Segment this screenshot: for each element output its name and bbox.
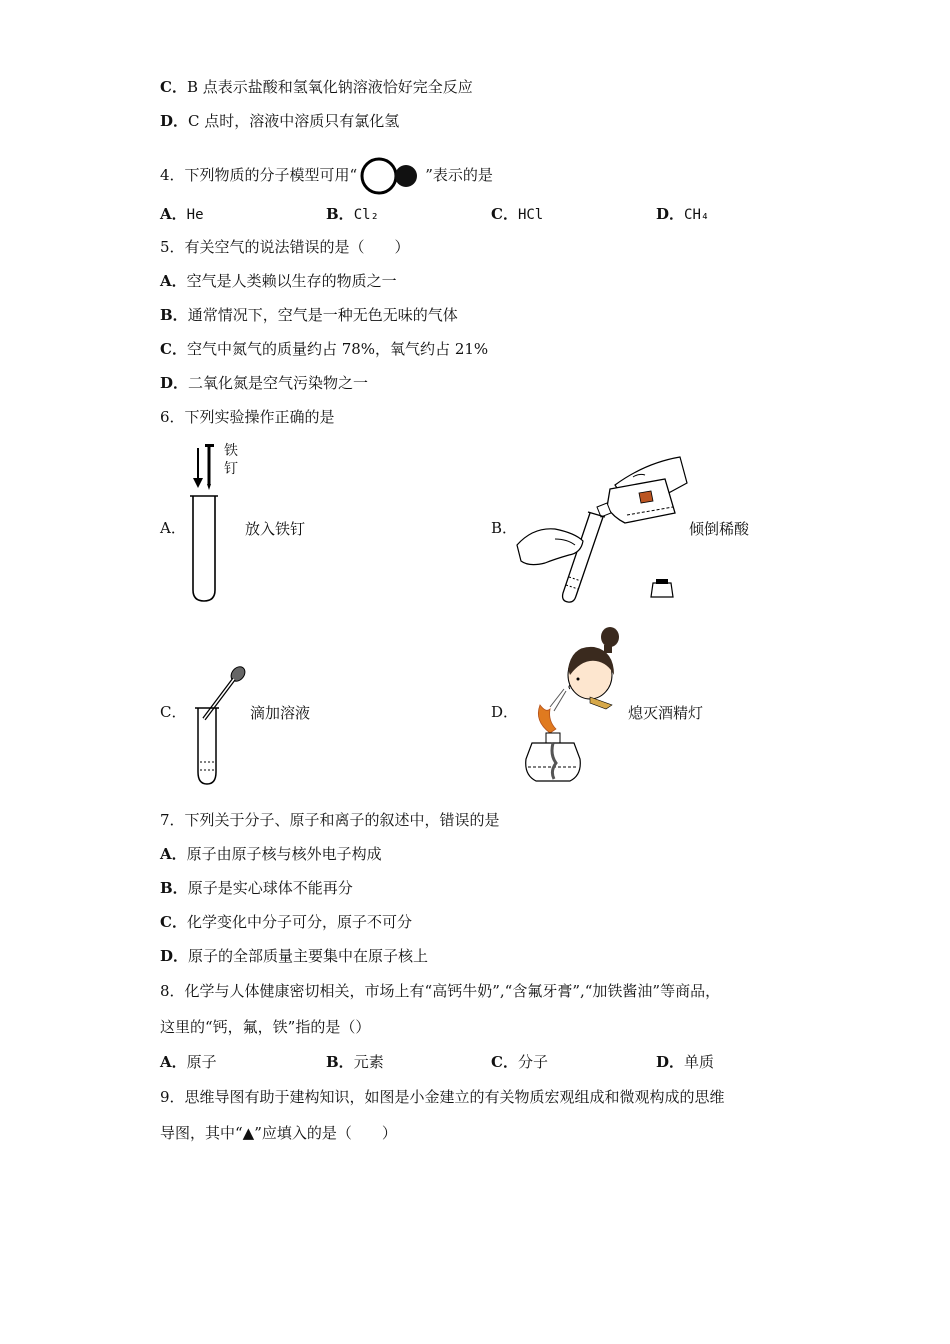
question-text: 4．下列物质的分子模型可用“ <box>160 166 358 184</box>
question-text: ”表示的是 <box>425 166 493 184</box>
q7-option-c <box>160 912 412 932</box>
option-text: B 点表示盐酸和氢氧化钠溶液恰好完全反应 <box>186 78 473 96</box>
q6-stem: 6．下列实验操作正确的是 <box>160 408 335 426</box>
q5-option-b <box>160 305 458 325</box>
option-text: 元素 <box>353 1053 384 1071</box>
option-label: D． <box>656 205 685 223</box>
q7-option-a <box>160 844 382 864</box>
nail-label: 铁钉 <box>224 443 238 477</box>
q6-option-b-label: B． <box>491 519 518 537</box>
option-text: 二氧化氮是空气污染物之一 <box>188 374 369 392</box>
option-text: HCl <box>517 207 544 223</box>
q4-option-c <box>491 204 543 225</box>
q7-option-b <box>160 878 353 898</box>
option-text: 原子 <box>186 1053 217 1071</box>
option-label: A． <box>160 205 187 223</box>
q8-option-b <box>326 1052 384 1072</box>
alcohol-lamp-figure <box>520 625 630 793</box>
option-label: D． <box>160 374 189 392</box>
option-label: C． <box>160 913 187 931</box>
q4-option-a <box>160 204 204 225</box>
q8-stem-line2: 这里的“钙，氟，铁”指的是（） <box>160 1018 371 1036</box>
q8-option-c <box>491 1052 548 1072</box>
option-label: B． <box>160 879 188 897</box>
q6-option-d-label: D． <box>491 703 519 721</box>
q5-option-c <box>160 339 488 359</box>
dropper-test-tube-figure <box>192 664 252 789</box>
q5-option-a <box>160 271 397 291</box>
option-text: 原子的全部质量主要集中在原子核上 <box>188 947 429 965</box>
option-text: CH₄ <box>684 207 710 223</box>
option-text: 单质 <box>684 1053 715 1071</box>
option-label: B． <box>160 306 188 324</box>
option-label: A． <box>160 1053 187 1071</box>
option-text: 化学变化中分子可分，原子不可分 <box>186 913 412 931</box>
option-text: 原子是实心球体不能再分 <box>187 879 353 897</box>
option-label: B． <box>326 1053 354 1071</box>
option-text: 空气是人类赖以生存的物质之一 <box>186 272 397 290</box>
q5-stem: 5．有关空气的说法错误的是（ ） <box>160 238 410 256</box>
option-text: 空气中氮气的质量约占 78%，氧气约占 21% <box>186 340 489 358</box>
option-label: C． <box>491 1053 518 1071</box>
q4-stem <box>160 156 493 196</box>
option-text: 原子由原子核与核外电子构成 <box>186 845 382 863</box>
q7-stem: 7．下列关于分子、原子和离子的叙述中，错误的是 <box>160 811 500 829</box>
q6-option-c-label: C． <box>160 703 187 721</box>
q4-option-b <box>326 204 379 225</box>
q8-stem-line1: 8．化学与人体健康密切相关，市场上有“高钙牛奶”,“含氟牙膏”,“加铁酱油”等商品， <box>160 982 721 1000</box>
option-label: B． <box>326 205 354 223</box>
option-label: C． <box>160 78 187 96</box>
option-label: D． <box>656 1053 685 1071</box>
q9-stem-line1: 9．思维导图有助于建构知识，如图是小金建立的有关物质宏观组成和微观构成的思维 <box>160 1088 725 1106</box>
option-label: C． <box>160 340 187 358</box>
option-label: D． <box>160 112 189 130</box>
q3-option-d <box>160 111 399 131</box>
q6-option-c-caption: 滴加溶液 <box>250 704 311 722</box>
q6-option-b-caption: 倾倒稀酸 <box>689 520 750 538</box>
option-text: Cl₂ <box>353 207 379 223</box>
q8-option-d <box>656 1052 714 1072</box>
q8-option-a <box>160 1052 217 1072</box>
option-label: A． <box>160 845 187 863</box>
option-label: D． <box>160 947 189 965</box>
q6-option-a-label: A． <box>160 519 186 537</box>
option-label: A． <box>160 272 187 290</box>
q6-option-d-caption: 熄灭酒精灯 <box>628 704 704 722</box>
q3-option-c <box>160 77 473 97</box>
q4-option-d <box>656 204 709 225</box>
q6-option-a-caption: 放入铁钉 <box>245 520 306 538</box>
option-text: C 点时，溶液中溶质只有氯化氢 <box>188 112 400 130</box>
option-text: 通常情况下，空气是一种无色无味的气体 <box>187 306 458 324</box>
q7-option-d <box>160 946 428 966</box>
q5-option-d <box>160 373 368 393</box>
pouring-acid-figure <box>515 455 690 605</box>
option-label: C． <box>491 205 518 223</box>
q9-stem-line2: 导图，其中“▲”应填入的是（ ） <box>160 1124 397 1142</box>
option-text: He <box>186 207 204 223</box>
option-text: 分子 <box>517 1053 548 1071</box>
molecule-model-icon <box>359 156 423 196</box>
